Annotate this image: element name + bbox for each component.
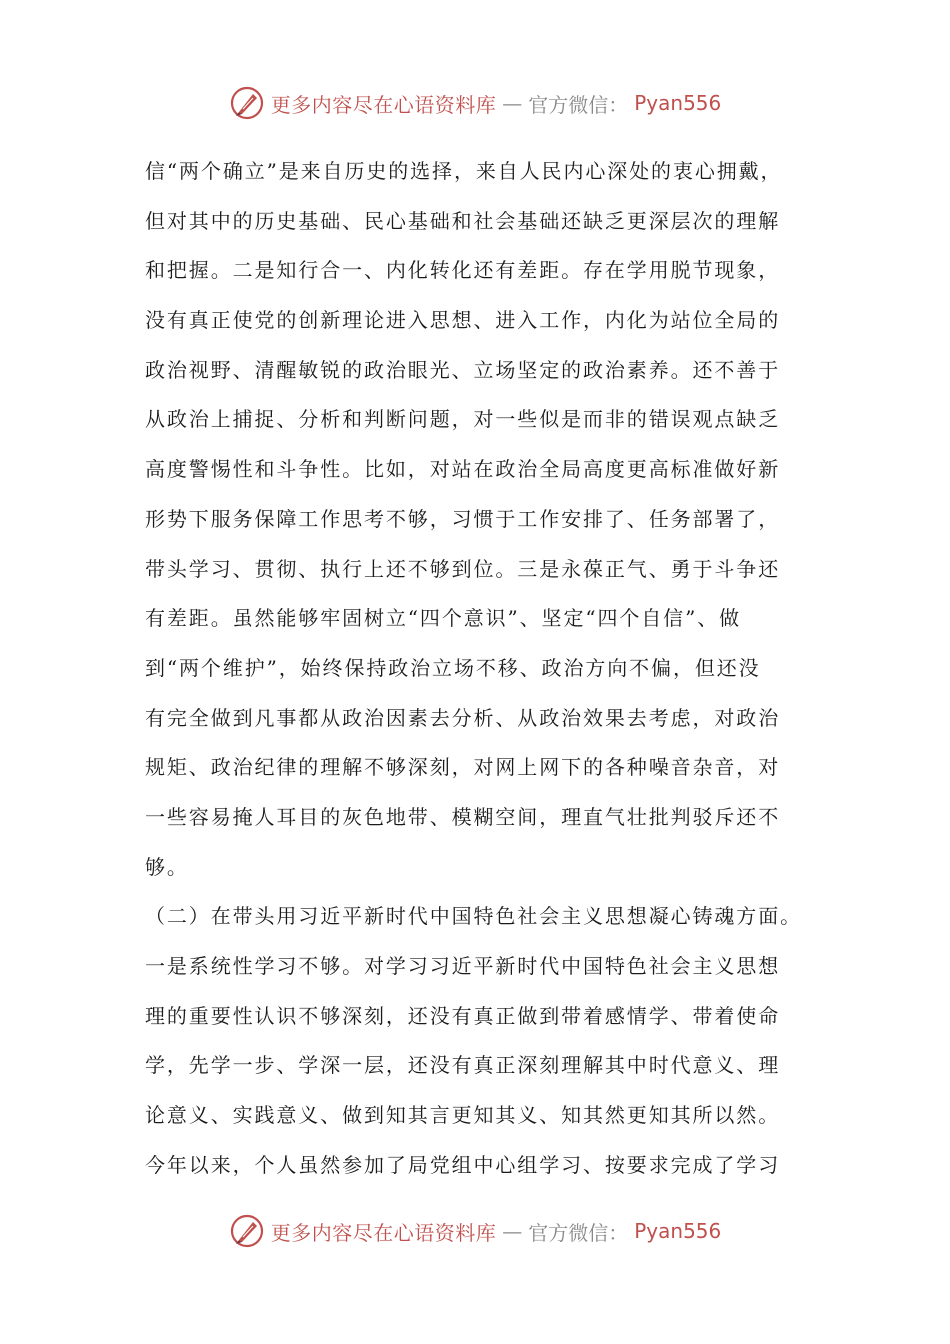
text-line: 学，先学一步、学深一层，还没有真正深刻理解其中时代意义、理 — [145, 1053, 781, 1078]
text-line: 规矩、政治纪律的理解不够深刻，对网上网下的各种噪音杂音，对 — [145, 755, 781, 780]
footer-wechat-label: 官方微信： — [528, 1220, 629, 1245]
footer-banner — [0, 1211, 950, 1251]
pen-nib-logo-icon — [229, 1213, 265, 1249]
footer-wechat-id: Pyan556 — [634, 1219, 722, 1243]
text-line: 够。 — [145, 854, 189, 879]
text-line: 信“两个确立”是来自历史的选择，来自人民内心深处的衷心拥戴， — [145, 159, 783, 183]
footer-separator: — — [502, 1219, 523, 1243]
text-line: 一是系统性学习不够。对学习习近平新时代中国特色社会主义思想 — [145, 954, 781, 978]
text-line: 和把握。二是知行合一、内化转化还有差距。存在学用脱节现象， — [145, 258, 781, 283]
text-line: 今年以来，个人虽然参加了局党组中心组学习、按要求完成了学习 — [145, 1152, 781, 1177]
text-line: 有完全做到凡事都从政治因素去分析、从政治效果去考虑，对政治 — [145, 705, 781, 730]
text-line: 论意义、实践意义、做到知其言更知其义、知其然更知其所以然。 — [145, 1103, 781, 1128]
text-line: 政治视野、清醒敏锐的政治眼光、立场坚定的政治素养。还不善于 — [145, 357, 781, 382]
footer-banner-content — [229, 1213, 722, 1249]
header-wechat-id: Pyan556 — [634, 91, 722, 115]
header-wechat-label: 官方微信： — [528, 92, 629, 117]
header-banner-content — [229, 85, 722, 121]
pen-nib-logo-icon — [229, 85, 265, 121]
text-line: 有差距。虽然能够牢固树立“四个意识”、坚定“四个自信”、做 — [145, 606, 741, 631]
header-brand-text: 更多内容尽在心语资料库 — [270, 92, 497, 117]
header-banner — [0, 83, 950, 123]
text-line: 高度警惕性和斗争性。比如，对站在政治全局高度更高标准做好新 — [145, 457, 781, 482]
text-line: 一些容易掩人耳目的灰色地带、模糊空间，理直气壮批判驳斥还不 — [145, 804, 781, 829]
footer-brand-text: 更多内容尽在心语资料库 — [270, 1220, 497, 1245]
text-line: 到“两个维护”，始终保持政治立场不移、政治方向不偏，但还没 — [145, 655, 761, 680]
text-line: 带头学习、贯彻、执行上还不够到位。三是永葆正气、勇于斗争还 — [145, 556, 781, 581]
document-body — [145, 147, 845, 1190]
text-line: 理的重要性认识不够深刻，还没有真正做到带着感情学、带着使命 — [145, 1003, 781, 1028]
text-line: 没有真正使党的创新理论进入思想、进入工作，内化为站位全局的 — [145, 308, 781, 333]
text-line: 但对其中的历史基础、民心基础和社会基础还缺乏更深层次的理解 — [145, 208, 781, 233]
section-heading-line: （二）在带头用习近平新时代中国特色社会主义思想凝心铸魂方面。 — [145, 904, 802, 929]
text-line: 形势下服务保障工作思考不够，习惯于工作安排了、任务部署了， — [145, 506, 781, 531]
text-line: 从政治上捕捉、分析和判断问题，对一些似是而非的错误观点缺乏 — [145, 407, 781, 432]
header-separator: — — [502, 91, 523, 115]
